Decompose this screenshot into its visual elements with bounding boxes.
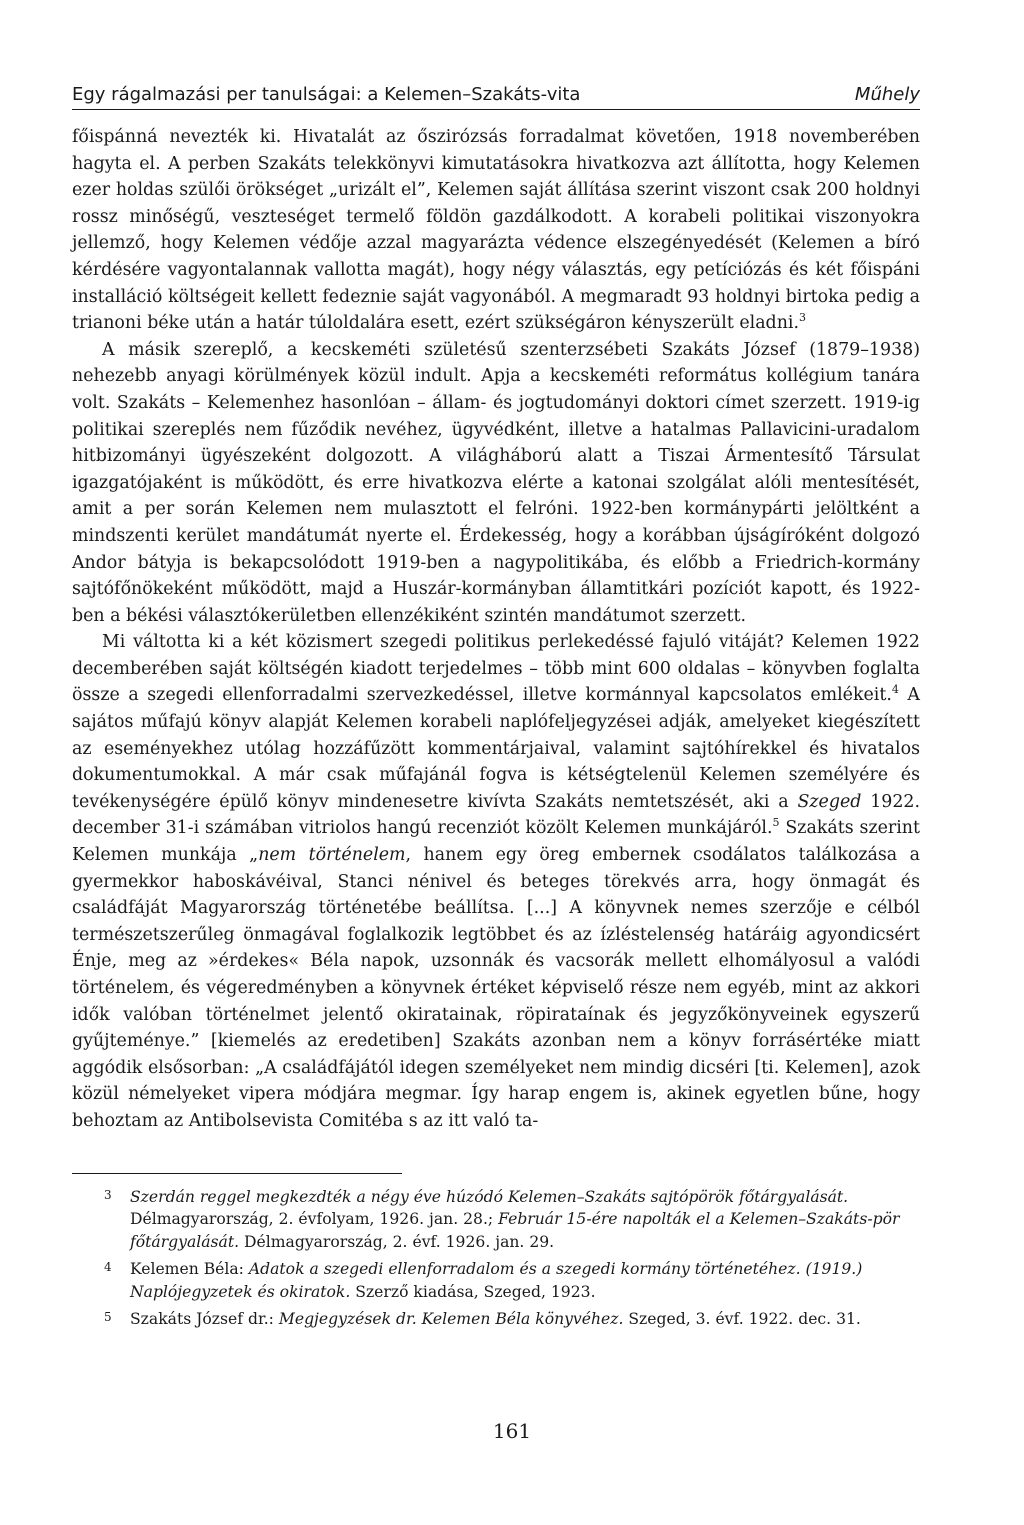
footnote-text [130,1186,920,1254]
footnotes [72,1186,920,1331]
newspaper-title: Szeged [797,791,862,812]
footnote-number: 4 [104,1260,112,1275]
footnote-5 [104,1308,920,1331]
footnote-article-title-2: Február 15-ére napolták el a Kelemen–Szakáts-pör főtárgyalását. [130,1210,900,1251]
paragraph-2: A másik szereplő, a kecskeméti születésű szenterzsébeti Szakáts József (1879–1938) nehezebb anyagi körülmények közül indult. Apja a kecskeméti református kollégium tanára volt. Szakáts – Kelemenhez hasonlóan – állam- és jogtudományi doktori címet szerzett. 1919-ig politikai szereplés nem fűződik nevéhez, ügyvédként, illetve a hatalmas Pallavicini-uradalom hitbizományi ügyészeként dolgozott. A világháború alatt a Tiszai Ármentesítő Társulat igazgatójaként is működött, és erre hivatkozva elérte a katonai szolgálat alóli mentesítését, amit a per során Kelemen nem mulasztott el felróni. 1922-ben kormánypárti jelöltként a mindszenti kerület mandátumát nyerte el. Érdekesség, hogy a korábban újságíróként dolgozó Andor bátyja is bekapcsolódott 1919-ben a nagypolitikába, és előbb a Friedrich-kormány sajtófőnökeként működött, majd a Huszár-kormányban államtitkári pozíciót kapott, és 1922-ben a békési választókerületben ellenzékiként szintén mandátumot szerzett. [72,339,920,626]
footnote-author: Kelemen Béla: [130,1260,249,1279]
paragraph-3-text-1: Mi váltotta ki a két közismert szegedi politikus perlekedéssé fajuló vitáját? Kelemen 1922 decemberében saját költségén kiadott terjedelmes – több mint 600 oldalas – könyvben foglalta össze a szegedi ellenforradalmi szervezkedéssel, illetve kormánnyal kapcsolatos emlékeit. [72,632,920,706]
footnote-book-title: Adatok a szegedi ellenforradalom és a szegedi kormány történetéhez. (1919.) Naplójegyzetek és okiratok. [130,1260,863,1301]
body-text [72,124,920,1135]
footnote-article-title: Szerdán reggel megkezdték a négy éve húzódó Kelemen–Szakáts sajtópörök főtárgyalását. [130,1187,849,1206]
emphasis-quote: nem történelem [258,845,406,866]
footnote-source: Délmagyarország, 2. évfolyam, 1926. jan. 28.; [130,1210,499,1229]
paragraph-1 [72,124,920,337]
footnote-text [130,1308,920,1331]
footnote-publisher: Szerző kiadása, Szeged, 1923. [350,1282,596,1301]
footnote-author: Szakáts József dr.: [130,1310,279,1329]
footnote-4 [104,1258,920,1303]
footnote-source: Szeged, 3. évf. 1922. dec. 31. [623,1310,861,1329]
footnote-source-2: Délmagyarország, 2. évf. 1926. jan. 29. [239,1232,555,1251]
article-title: Egy rágalmazási per tanulságai: a Kelemen–Szakáts-vita [72,84,581,105]
footnote-number: 5 [104,1310,112,1325]
paragraph-3-text-4: Szakáts szerint Kelemen munkája „ [72,818,920,866]
paragraph-1-text: főispánná nevezték ki. Hivatalát az őszirózsás forradalmat követően, 1918 novemberében hagyta el. A perben Szakáts telekkönyvi kimutatásokra hivatkozva azt állította, hogy Kelemen ezer holdas szülői örökséget „urizált el”, Kelemen saját állítása szerint viszont csak 200 holdnyi rossz minőségű, veszteséget termelő földön gazdálkodott. A korabeli politikai viszonyokra jellemző, hogy Kelemen védője azzal magyarázta védence elszegényedését (Kelemen a bíró kérdésére vagyontalannak vallotta magát), hogy négy választás, egy petíciózás és két főispáni installáció költségeit kellett fedeznie saját vagyonából. A megmaradt 93 holdnyi birtoka pedig a trianoni béke után a határ túloldalára esett, ezért szükségáron kényszerült eladni. [72,127,920,334]
footnote-3 [104,1186,920,1254]
page-number: 161 [492,1419,532,1443]
running-header [72,84,920,110]
paragraph-3-text-2: A sajátos műfajú könyv alapját Kelemen korabeli naplófeljegyzései adják, amelyeket kiegészített az eseményekhez utólag hozzáfűzött kommentárjaival, valamint sajtóhírekkel és hivatalos dokumentumokkal. A már csak műfajánál fogva is kétségtelenül Kelemen személyére és tevékenységére épülő könyv mindenesetre kivívta Szakáts nemtetszését, aki a [72,685,920,812]
footnote-ref-3[interactable]: 3 [799,311,806,325]
footnote-article-title: Megjegyzések dr. Kelemen Béla könyvéhez. [278,1310,624,1329]
footnote-text [130,1258,920,1303]
footnote-ref-5[interactable]: 5 [772,816,780,830]
page [72,84,920,1336]
footnote-number: 3 [104,1187,112,1202]
footnote-divider [72,1173,402,1174]
paragraph-3-text-3: 1922. december 31-i számában vitriolos hangú recenziót közölt Kelemen munkájáról. [72,791,920,839]
paragraph-3 [72,629,920,1134]
section-label: Műhely [854,84,920,105]
footnote-ref-4[interactable]: 4 [891,683,899,697]
paragraph-3-text-5: , hanem egy öreg embernek csodálatos találkozása a gyermekkor haboskávéival, Stanci nénivel és beteges törekvés arra, hogy önmagát és családfáját Magyarország történetébe beállítsa. [...] A könyvnek nemes szerzője e célból természetszerűleg önmagával foglalkozik legtöbbet és az ízléstelenség határáig agyondicsért Énje, meg az »érdekes« Béla napok, uzsonnák és vacsorák mellett elhomályosul a valódi történelem, és végeredményben a könyvnek értéket képviselő része nem egyéb, mint az akkori idők valóban történelmet jelentő okiratainak, röpirataínak és jegyzőkönyveinek egyszerű gyűjteménye.” [kiemelés az eredetiben] Szakáts azonban nem a könyv forrásértéke miatt aggódik elsősorban: „A családfájától idegen személyeket nem mindig dicséri [ti. Kelemen], azok közül némelyeket vipera módjára megmar. Így harap engem is, akinek egyetlen bűne, hogy behoztam az Antibolsevista Comitéba s az itt való ta- [72,845,920,1131]
